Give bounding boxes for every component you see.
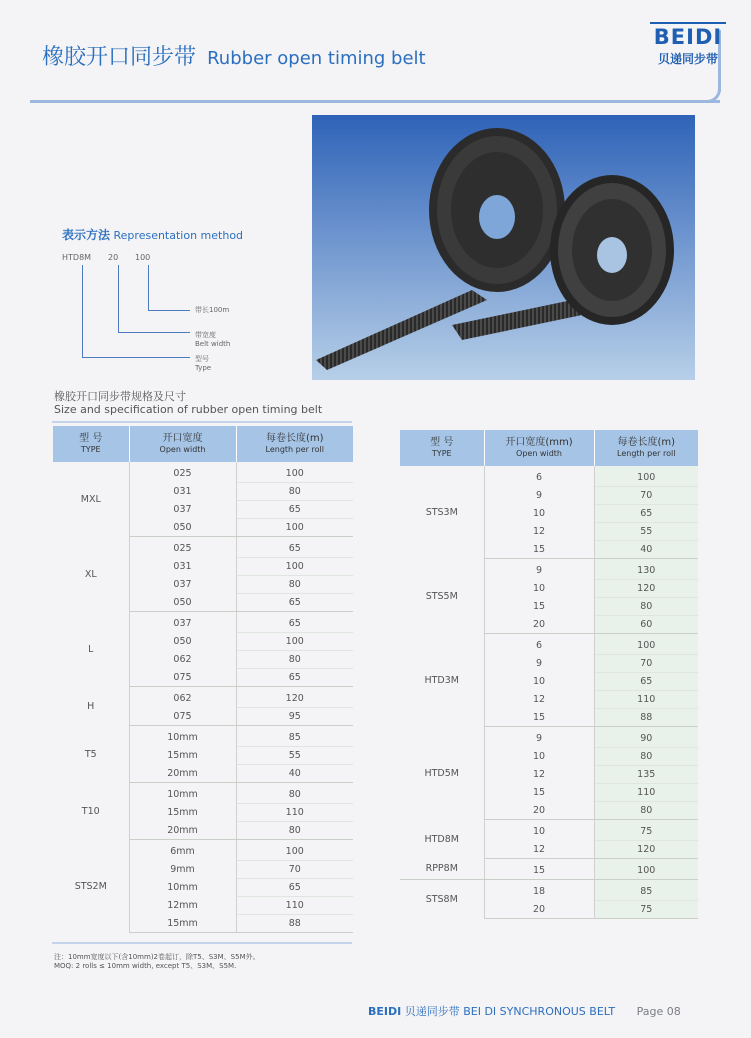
width-cell: 15 (484, 598, 594, 616)
width-label (195, 331, 230, 349)
table-row (400, 466, 698, 487)
length-cell: 65 (236, 501, 353, 519)
width-cell: 20mm (129, 822, 236, 840)
type-line-h (82, 357, 190, 358)
width-cell: 062 (129, 687, 236, 708)
length-cell: 70 (236, 861, 353, 879)
width-cell: 10mm (129, 726, 236, 747)
length-cell: 60 (594, 616, 698, 634)
table-row (53, 783, 353, 804)
length-cell: 88 (236, 915, 353, 933)
type-line (82, 265, 83, 358)
length-cell: 100 (236, 558, 353, 576)
width-cell: 20 (484, 901, 594, 919)
width-cell: 9 (484, 487, 594, 505)
representation-title-en: Representation method (113, 229, 244, 242)
page-number: Page 08 (636, 1005, 681, 1018)
length-cell: 130 (594, 559, 698, 580)
table-row (53, 537, 353, 558)
width-cell: 031 (129, 483, 236, 501)
length-cell: 110 (236, 897, 353, 915)
length-cell: 80 (594, 748, 698, 766)
length-cell: 120 (594, 580, 698, 598)
width-cell: 15mm (129, 747, 236, 765)
table-row (400, 859, 698, 880)
length-line (148, 265, 149, 311)
width-label-en: Belt width (195, 340, 231, 348)
type-cell: HTD5M (424, 767, 459, 779)
type-cell: HTD3M (424, 674, 459, 686)
width-cell: 025 (129, 537, 236, 558)
length-cell: 65 (236, 612, 353, 633)
footer-brand-cn: 贝递同步带 (404, 1005, 460, 1018)
length-cell: 80 (236, 483, 353, 501)
length-line-h (148, 310, 190, 311)
spec-rule (52, 421, 352, 423)
width-cell: 15 (484, 859, 594, 880)
width-cell: 15mm (129, 804, 236, 822)
length-cell: 65 (594, 505, 698, 523)
length-cell: 55 (236, 747, 353, 765)
page-title-en: Rubber open timing belt (207, 48, 426, 69)
length-cell: 80 (236, 822, 353, 840)
page-footer (368, 1003, 681, 1019)
width-cell: 10mm (129, 879, 236, 897)
width-cell: 20 (484, 802, 594, 820)
width-cell: 10 (484, 505, 594, 523)
width-cell: 15 (484, 709, 594, 727)
footer-brand: BEIDI (368, 1005, 402, 1018)
width-cell: 12 (484, 841, 594, 859)
length-cell: 40 (594, 541, 698, 559)
length-cell: 90 (594, 727, 698, 748)
length-cell: 120 (236, 687, 353, 708)
type-cell: XL (84, 568, 97, 580)
header-rule (30, 100, 720, 103)
width-cell: 075 (129, 708, 236, 726)
width-line (118, 265, 119, 333)
length-cell: 100 (236, 462, 353, 483)
logo-brand: BEIDI (650, 22, 726, 49)
table-row (53, 840, 353, 861)
type-label-en: Type (195, 364, 212, 372)
spec-table-left (53, 426, 353, 933)
width-cell: 12 (484, 523, 594, 541)
length-cell: 100 (236, 633, 353, 651)
length-label: 带长100m (195, 306, 230, 314)
moq-note (54, 953, 260, 971)
table-row (400, 727, 698, 748)
width-cell: 15 (484, 541, 594, 559)
length-cell: 88 (594, 709, 698, 727)
moq-note-en: MOQ: 2 rolls ≤ 10mm width, except T5、S3M、S5M. (54, 962, 237, 970)
width-cell: 10 (484, 580, 594, 598)
width-cell: 9 (484, 655, 594, 673)
width-cell: 050 (129, 633, 236, 651)
type-cell: STS2M (74, 880, 107, 892)
length-cell: 100 (594, 466, 698, 487)
type-cell: STS3M (425, 506, 458, 518)
belt-rolls-photo (312, 115, 695, 380)
length-cell: 85 (236, 726, 353, 747)
length-cell: 80 (594, 598, 698, 616)
width-line-h (118, 332, 190, 333)
width-cell: 062 (129, 651, 236, 669)
header-width: 开口宽度(mm) Open width (484, 430, 594, 466)
width-cell: 10 (484, 748, 594, 766)
width-cell: 15 (484, 784, 594, 802)
length-cell: 100 (236, 840, 353, 861)
type-cell: MXL (80, 493, 101, 505)
width-cell: 20mm (129, 765, 236, 783)
type-label-cn: 型号 (195, 355, 209, 363)
length-cell: 85 (594, 880, 698, 901)
representation-width: 20 (108, 253, 119, 262)
type-cell: RPP8M (400, 859, 484, 880)
header-length: 每卷长度(m) Length per roll (594, 430, 698, 466)
length-cell: 110 (236, 804, 353, 822)
width-cell: 15mm (129, 915, 236, 933)
width-cell: 075 (129, 669, 236, 687)
brand-logo (650, 22, 726, 67)
length-cell: 80 (236, 651, 353, 669)
table-row (53, 612, 353, 633)
length-cell: 100 (594, 859, 698, 880)
width-cell: 12 (484, 691, 594, 709)
length-cell: 120 (594, 841, 698, 859)
length-cell: 80 (594, 802, 698, 820)
width-cell: 6 (484, 634, 594, 655)
table-row (400, 559, 698, 580)
length-cell: 135 (594, 766, 698, 784)
width-cell: 12 (484, 766, 594, 784)
header-type: 型 号 TYPE (53, 426, 129, 462)
table-row (400, 880, 698, 901)
table-row (400, 634, 698, 655)
length-cell: 65 (236, 669, 353, 687)
width-cell: 9 (484, 559, 594, 580)
width-label-cn: 带宽度 (195, 331, 216, 339)
length-cell: 70 (594, 487, 698, 505)
representation-title-cn: 表示方法 (62, 228, 111, 242)
moq-note-cn: 注：10mm宽度以下(含10mm)2卷起订，除T5、S3M、S5M外。 (54, 953, 260, 961)
length-cell: 65 (236, 537, 353, 558)
type-cell: L (88, 643, 94, 655)
width-cell: 037 (129, 612, 236, 633)
header-length: 每卷长度(m) Length per roll (236, 426, 353, 462)
representation-title (62, 226, 243, 243)
width-cell: 9 (484, 727, 594, 748)
width-cell: 031 (129, 558, 236, 576)
length-cell: 100 (236, 519, 353, 537)
header-type: 型 号 TYPE (400, 430, 484, 466)
table-row (53, 462, 353, 483)
table-row (400, 820, 698, 841)
length-cell: 75 (594, 820, 698, 841)
spec-title-cn: 橡胶开口同步带规格及尺寸 (54, 390, 186, 403)
table-row (53, 726, 353, 747)
width-cell: 6 (484, 466, 594, 487)
width-cell: 050 (129, 519, 236, 537)
type-cell: T10 (81, 805, 100, 817)
spec-table-right (400, 430, 698, 919)
width-cell: 20 (484, 616, 594, 634)
length-cell: 110 (594, 784, 698, 802)
representation-code: HTD8M (62, 253, 92, 262)
width-cell: 025 (129, 462, 236, 483)
type-cell: STS5M (425, 590, 458, 602)
length-cell: 65 (236, 594, 353, 612)
footer-text: BEI DI SYNCHRONOUS BELT (463, 1005, 616, 1018)
length-cell: 80 (236, 783, 353, 804)
length-cell: 55 (594, 523, 698, 541)
page-title (42, 40, 426, 71)
width-cell: 9mm (129, 861, 236, 879)
width-cell: 037 (129, 576, 236, 594)
type-cell: HTD8M (424, 833, 459, 845)
length-cell: 40 (236, 765, 353, 783)
width-cell: 037 (129, 501, 236, 519)
length-cell: 70 (594, 655, 698, 673)
width-cell: 18 (484, 880, 594, 901)
logo-brand-cn: 贝递同步带 (657, 52, 718, 66)
width-cell: 050 (129, 594, 236, 612)
type-cell: STS8M (425, 893, 458, 905)
width-cell: 10 (484, 673, 594, 691)
length-cell: 100 (594, 634, 698, 655)
length-cell: 75 (594, 901, 698, 919)
type-cell: T5 (84, 748, 97, 760)
type-label (195, 355, 211, 373)
spec-title-en: Size and specification of rubber open timing belt (54, 403, 323, 416)
type-cell: H (87, 700, 95, 712)
length-cell: 65 (236, 879, 353, 897)
length-cell: 65 (594, 673, 698, 691)
spec-title (54, 390, 322, 416)
width-cell: 10 (484, 820, 594, 841)
page-title-cn: 橡胶开口同步带 (42, 45, 197, 70)
width-cell: 6mm (129, 840, 236, 861)
header-width: 开口宽度 Open width (129, 426, 236, 462)
width-cell: 10mm (129, 783, 236, 804)
length-cell: 95 (236, 708, 353, 726)
representation-length: 100 (135, 253, 151, 262)
length-cell: 110 (594, 691, 698, 709)
length-cell: 80 (236, 576, 353, 594)
table-bottom-rule (52, 942, 352, 944)
width-cell: 12mm (129, 897, 236, 915)
table-row (53, 687, 353, 708)
